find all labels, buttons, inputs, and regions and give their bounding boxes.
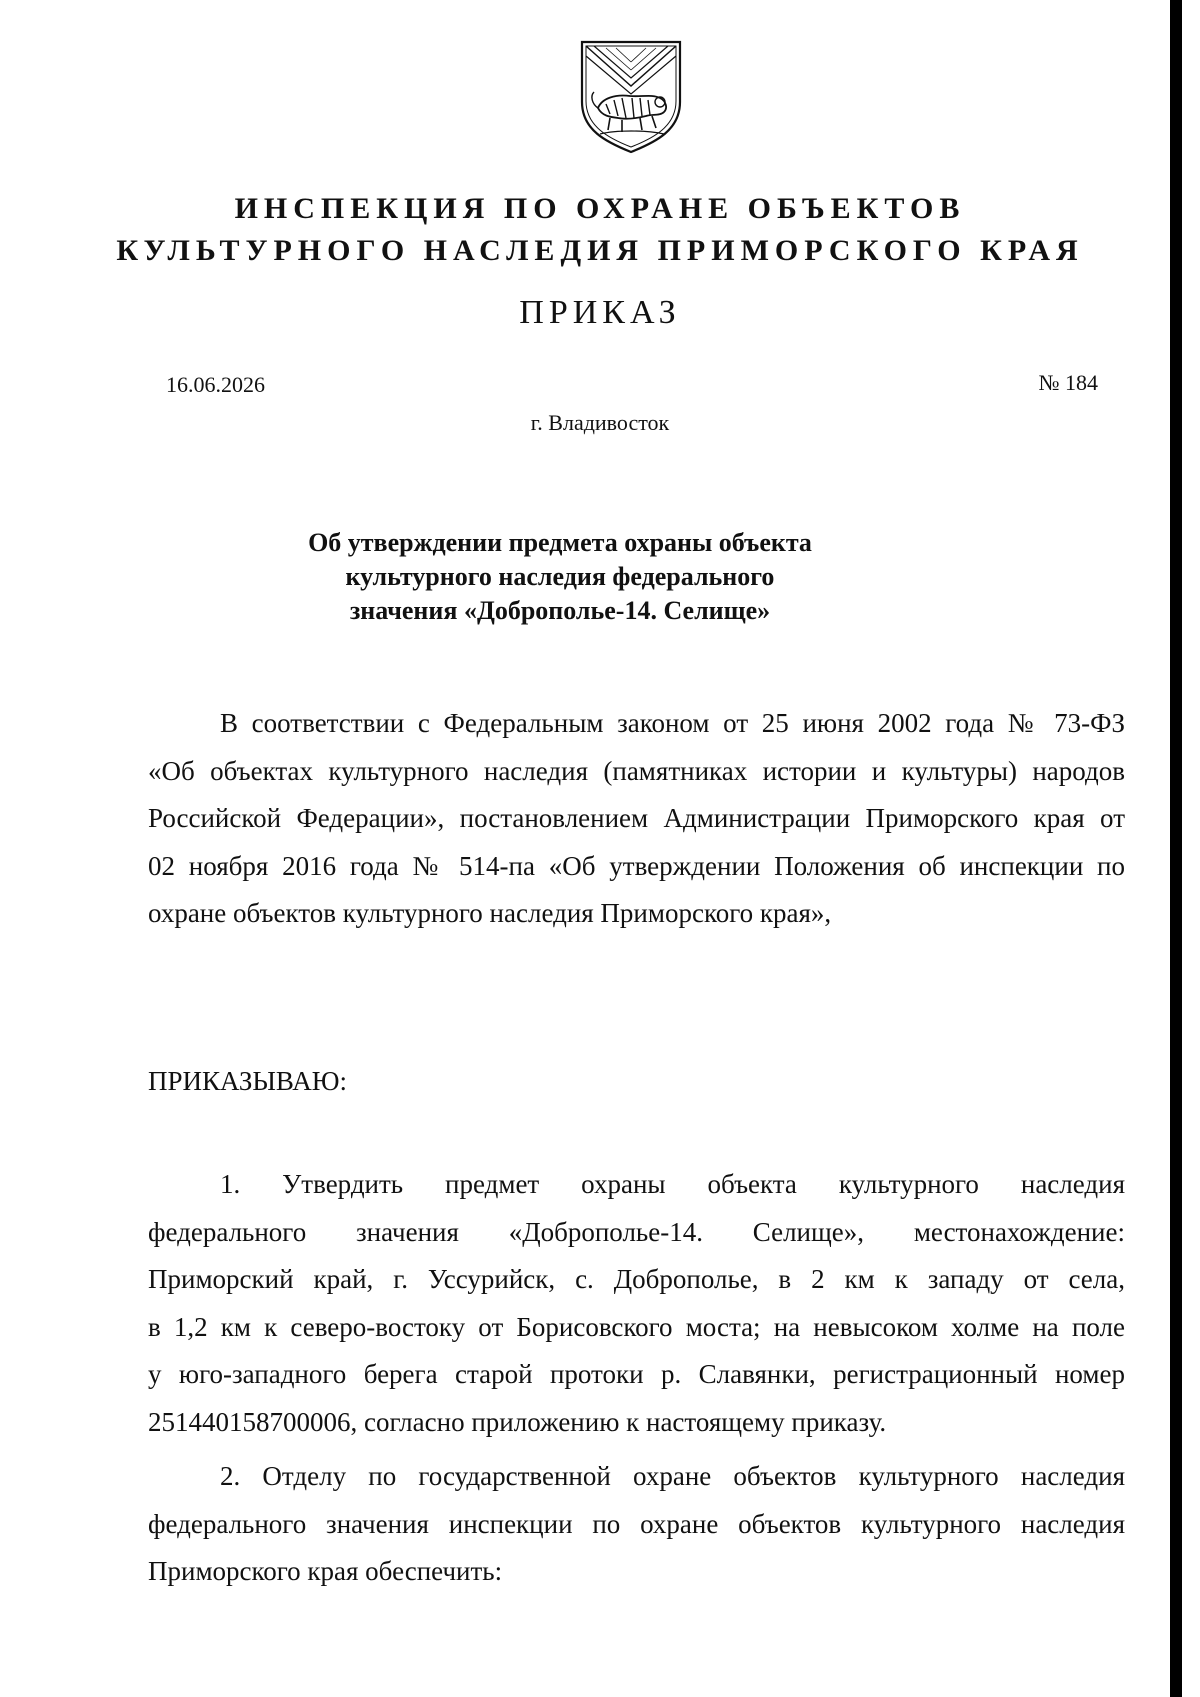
document-type: ПРИКАЗ <box>519 294 681 331</box>
subject-line: значения «Доброполье-14. Селище» <box>349 596 771 625</box>
paragraph-line: Российской Федерации», постановлением Администрации Приморского края от <box>148 803 1125 833</box>
paragraph-line: В соответствии с Федеральным законом от 25 июня 2002 года № 73-ФЗ <box>220 708 1125 738</box>
order-item-2 <box>148 1453 1125 1596</box>
organization-name-line-1: ИНСПЕКЦИЯ ПО ОХРАНЕ ОБЪЕКТОВ <box>234 192 966 225</box>
paragraph-line: охране объектов культурного наследия Приморского края», <box>148 898 832 928</box>
coat-of-arms-icon <box>576 38 686 156</box>
paragraph-line: федерального значения «Доброполье-14. Селище», местонахождение: <box>148 1216 1125 1247</box>
paragraph-line: федерального значения инспекции по охране объектов культурного наследия <box>148 1508 1125 1539</box>
organization-name-line-2: КУЛЬТУРНОГО НАСЛЕДИЯ ПРИМОРСКОГО КРАЯ <box>116 234 1084 267</box>
subject-line: Об утверждении предмета охраны объекта <box>308 528 812 557</box>
paragraph-line: у юго-западного берега старой протоки р. Славянки, регистрационный номер <box>148 1359 1125 1389</box>
order-word: ПРИКАЗЫВАЮ: <box>148 1066 347 1096</box>
paragraph-line: 02 ноября 2016 года № 514-па «Об утверждении Положения об инспекции по <box>148 850 1125 881</box>
document-date: 16.06.2026 <box>166 372 265 397</box>
preamble-paragraph <box>148 700 1125 938</box>
paragraph-line: 251440158700006, согласно приложению к настоящему приказу. <box>148 1406 887 1437</box>
subject-line: культурного наследия федерального <box>345 562 775 591</box>
paragraph-line: в 1,2 км к северо-востоку от Борисовского моста; на невысоком холме на поле <box>148 1311 1125 1342</box>
paragraph-line: 1. Утвердить предмет охраны объекта культурного наследия <box>220 1169 1125 1199</box>
paragraph-line: «Об объектах культурного наследия (памятниках истории и культуры) народов <box>148 755 1125 786</box>
document-number: № 184 <box>1038 370 1098 395</box>
paragraph-line: Приморского края обеспечить: <box>148 1556 503 1586</box>
document-subject <box>300 526 820 628</box>
paragraph-line: Приморский край, г. Уссурийск, с. Доброполье, в 2 км к западу от села, <box>148 1264 1125 1294</box>
document-city: г. Владивосток <box>530 410 670 435</box>
paragraph-line: 2. Отделу по государственной охране объектов культурного наследия <box>220 1461 1125 1491</box>
order-item-1 <box>148 1161 1125 1446</box>
